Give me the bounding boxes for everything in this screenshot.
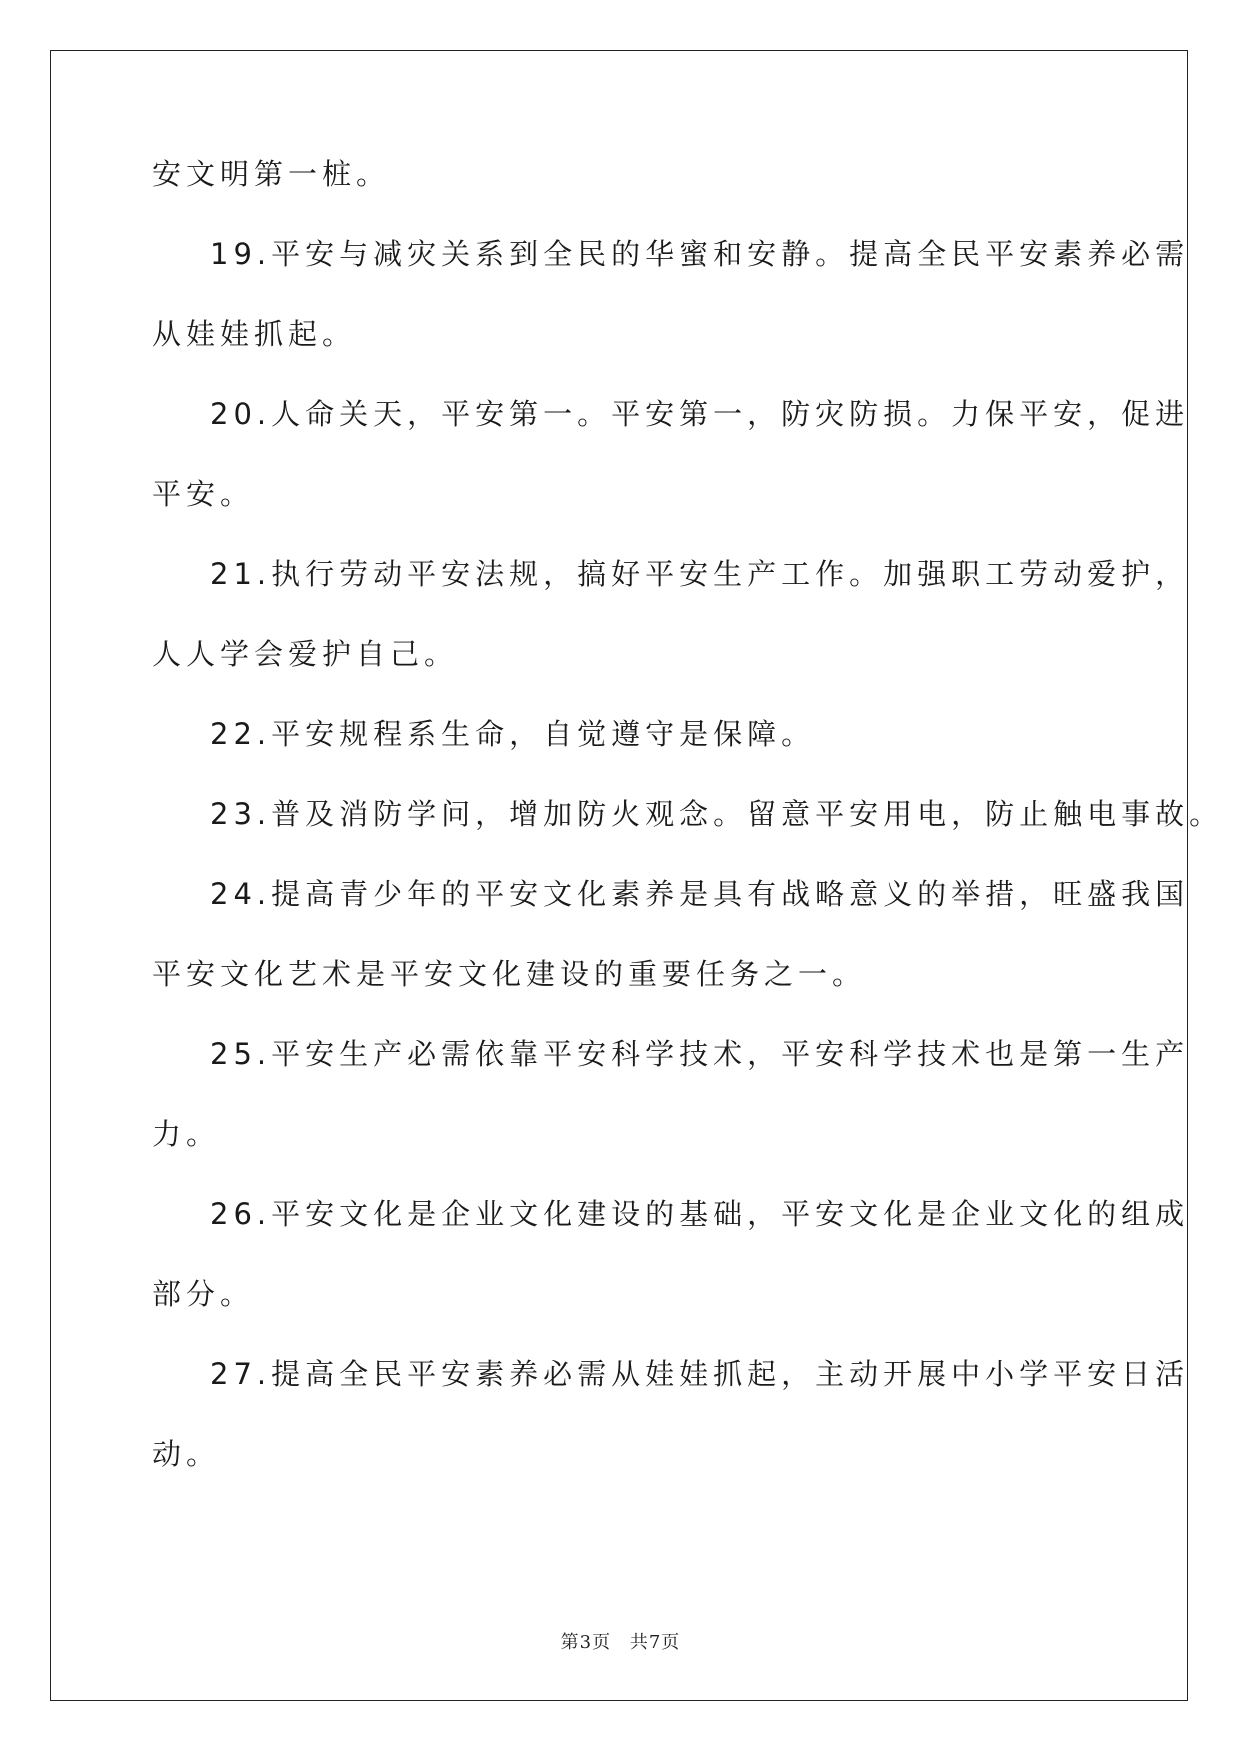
text-line: 部分。 [152, 1277, 255, 1311]
list-item-24: 24.提高青少年的平安文化素养是具有战略意义的举措，旺盛我国 [210, 877, 1190, 911]
list-item-22: 22.平安规程系生命，自觉遵守是保障。 [210, 717, 816, 751]
text-line: 平安。 [152, 477, 255, 511]
list-item-26: 26.平安文化是企业文化建设的基础，平安文化是企业文化的组成 [210, 1197, 1190, 1231]
list-item-20: 20.人命关天，平安第一。平安第一，防灾防损。力保平安，促进 [210, 397, 1190, 431]
list-item-27: 27.提高全民平安素养必需从娃娃抓起，主动开展中小学平安日活 [210, 1357, 1190, 1391]
text-line: 力。 [152, 1117, 221, 1151]
list-item-19: 19.平安与减灾关系到全民的华蜜和安静。提高全民平安素养必需 [210, 237, 1190, 271]
text-line: 动。 [152, 1437, 221, 1471]
list-item-25: 25.平安生产必需依靠平安科学技术，平安科学技术也是第一生产 [210, 1037, 1190, 1071]
text-line: 人人学会爱护自己。 [152, 637, 459, 671]
list-item-23: 23.普及消防学问，增加防火观念。留意平安用电，防止触电事故。 [210, 797, 1224, 831]
page-number: 第3页 [560, 1632, 612, 1653]
text-line: 从娃娃抓起。 [152, 317, 357, 351]
page-total: 共7页 [629, 1632, 681, 1653]
page-footer [0, 1628, 1241, 1654]
text-line: 平安文化艺术是平安文化建设的重要任务之一。 [152, 957, 867, 991]
list-item-21: 21.执行劳动平安法规，搞好平安生产工作。加强职工劳动爱护， [210, 557, 1190, 591]
text-line: 安文明第一桩。 [152, 157, 391, 191]
